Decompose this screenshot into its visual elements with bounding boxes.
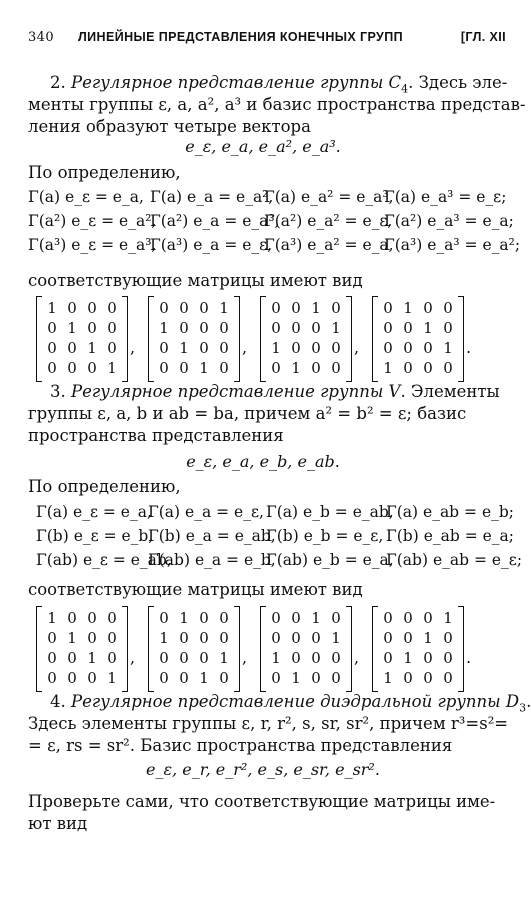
right-bracket [122, 606, 128, 692]
matrix-cell: 0 [67, 609, 77, 627]
matrix-separator: . [466, 338, 472, 357]
matrix-cell: 0 [199, 299, 209, 317]
matrix-cell: 0 [423, 299, 433, 317]
matrix-separator: , [130, 338, 136, 357]
matrix-cell: 0 [219, 359, 229, 377]
matrix-cell: 0 [199, 609, 209, 627]
paragraph-line: группы ε, a, b и ab = ba, причем a² = b² = ε; базис [28, 404, 467, 423]
matrix-cell: 0 [271, 629, 281, 647]
paragraph-line: менты группы ε, a, a², a³ и базис пространства представ- [28, 95, 526, 114]
matrix-separator: , [242, 648, 248, 667]
matrix-cell: 0 [87, 669, 97, 687]
matrix-cell: 1 [67, 319, 77, 337]
matrix-cell: 0 [159, 339, 169, 357]
matrix-cell: 1 [219, 299, 229, 317]
matrix-cell: 0 [67, 359, 77, 377]
matrix-cell: 0 [331, 669, 341, 687]
matrix-cell: 1 [291, 359, 301, 377]
matrix-cell: 1 [47, 299, 57, 317]
matrix-cell: 1 [443, 339, 453, 357]
matrix-cell: 0 [423, 649, 433, 667]
matrix-cell: 0 [179, 669, 189, 687]
matrix-cell: 0 [179, 359, 189, 377]
matrix-cell: 0 [87, 319, 97, 337]
matrix [36, 606, 128, 692]
matrix-cell: 0 [423, 339, 433, 357]
matrix-separator: , [354, 338, 360, 357]
matrix-cell: 0 [219, 609, 229, 627]
matrix-cell: 0 [87, 609, 97, 627]
by-definition: По определению, [28, 163, 181, 182]
matrix-cell: 0 [271, 319, 281, 337]
matrix-cell: 0 [159, 669, 169, 687]
matrix-cell: 0 [87, 299, 97, 317]
chapter-label: [ГЛ. XII [460, 30, 506, 44]
paragraph-line: Проверьте сами, что соответствующие матрицы име- [28, 792, 496, 811]
right-bracket [458, 606, 464, 692]
matrix-cell: 1 [87, 649, 97, 667]
matrix-cell: 0 [179, 649, 189, 667]
matrix-cell: 0 [47, 339, 57, 357]
matrix-cell: 0 [271, 359, 281, 377]
running-title: ЛИНЕЙНЫЕ ПРЕДСТАВЛЕНИЯ КОНЕЧНЫХ ГРУПП [78, 30, 404, 44]
matrix-cell: 0 [331, 359, 341, 377]
matrix-cell: 0 [107, 649, 117, 667]
matrix-cell: 0 [423, 609, 433, 627]
matrix-cell: 0 [67, 669, 77, 687]
matrix-cell: 0 [107, 339, 117, 357]
matrix-cell: 0 [383, 339, 393, 357]
matrix-row [36, 606, 476, 692]
right-bracket [122, 296, 128, 382]
matrix-cell: 0 [291, 319, 301, 337]
matrix-cell: 0 [219, 669, 229, 687]
matrix-cell: 1 [443, 609, 453, 627]
matrix-cell: 0 [67, 299, 77, 317]
matrix-cell: 0 [443, 669, 453, 687]
matrix-cell: 0 [443, 299, 453, 317]
equation-row: Γ(b) e_ε = e_b, Γ(b) e_a = e_ab, Γ(b) e_b = e_ε, Γ(b) e_ab = e_a; [36, 527, 515, 545]
matrix-cell: 0 [47, 359, 57, 377]
matrix-cell: 0 [199, 649, 209, 667]
matrix-cell: 1 [199, 669, 209, 687]
matrix-cell: 1 [159, 319, 169, 337]
matrix-cell: 1 [107, 669, 117, 687]
matrix-cell: 0 [311, 649, 321, 667]
matrix-cell: 0 [47, 669, 57, 687]
matrix-cell: 1 [423, 319, 433, 337]
matrix-cell: 0 [403, 339, 413, 357]
matrix-cell: 0 [291, 299, 301, 317]
matrix-cell: 1 [311, 299, 321, 317]
matrix-cell: 1 [291, 669, 301, 687]
matrix-cell: 0 [383, 609, 393, 627]
section2-heading: 2. Регулярное представление группы $C_4$. Здесь эле- [50, 73, 508, 96]
matrices-caption: соответствующие матрицы имеют вид [28, 580, 363, 599]
paragraph-line: ления образуют четыре вектора [28, 117, 311, 136]
matrix-grid [266, 298, 346, 378]
matrix-cell: 0 [403, 319, 413, 337]
matrix-cell: 0 [271, 299, 281, 317]
matrix-cell: 0 [403, 609, 413, 627]
right-bracket [346, 296, 352, 382]
matrix [148, 606, 240, 692]
section3-heading: 3. Регулярное представление группы V. Элементы [50, 382, 500, 401]
matrix-cell: 1 [67, 629, 77, 647]
matrix [372, 606, 464, 692]
matrix-cell: 0 [87, 359, 97, 377]
matrix-cell: 0 [107, 319, 117, 337]
basis-vectors: e_ε, e_a, e_b, e_ab. [186, 452, 340, 471]
matrix-cell: 0 [403, 669, 413, 687]
matrix-separator: , [354, 648, 360, 667]
matrix-cell: 0 [331, 609, 341, 627]
matrix [148, 296, 240, 382]
section4-heading: 4. Регулярное представление диэдральной группы $D_3$. [50, 692, 531, 715]
matrix-cell: 1 [383, 359, 393, 377]
matrix-grid [378, 608, 458, 688]
matrix-cell: 0 [331, 339, 341, 357]
matrix-cell: 0 [311, 339, 321, 357]
matrix-grid [154, 608, 234, 688]
matrix-cell: 0 [107, 299, 117, 317]
matrix-cell: 0 [107, 629, 117, 647]
matrix-cell: 0 [271, 609, 281, 627]
matrix-cell: 1 [403, 649, 413, 667]
matrix-cell: 1 [311, 609, 321, 627]
matrix-cell: 0 [311, 629, 321, 647]
matrix-cell: 0 [443, 629, 453, 647]
matrix-cell: 0 [199, 339, 209, 357]
matrix-cell: 0 [179, 299, 189, 317]
matrix-cell: 0 [47, 319, 57, 337]
equation-row: Γ(ab) e_ε = e_ab, Γ(ab) e_a = e_b, Γ(ab) e_b = e_a, Γ(ab) e_ab = e_ε; [36, 551, 523, 569]
right-bracket [234, 296, 240, 382]
matrix-cell: 1 [423, 629, 433, 647]
paragraph-line: ют вид [28, 814, 88, 833]
matrix-cell: 0 [219, 629, 229, 647]
matrix-cell: 0 [47, 649, 57, 667]
matrix-grid [42, 608, 122, 688]
matrix-cell: 0 [291, 609, 301, 627]
matrix-cell: 0 [291, 649, 301, 667]
matrix-cell: 0 [159, 359, 169, 377]
matrix-cell: 0 [107, 609, 117, 627]
matrix-cell: 1 [331, 629, 341, 647]
matrix-cell: 0 [443, 319, 453, 337]
matrix-cell: 0 [179, 629, 189, 647]
paragraph-line: пространства представления [28, 426, 284, 445]
matrices-caption: соответствующие матрицы имеют вид [28, 271, 363, 290]
matrix-cell: 0 [199, 319, 209, 337]
equation-row: Γ(a³) e_ε = e_a³, Γ(a³) e_a = e_ε, Γ(a³) e_a² = e_a, Γ(a³) e_a³ = e_a²; [28, 236, 521, 254]
matrix-grid [378, 298, 458, 378]
matrix-cell: 1 [331, 319, 341, 337]
matrix-cell: 0 [331, 649, 341, 667]
matrix-cell: 0 [159, 609, 169, 627]
matrix-cell: 1 [271, 649, 281, 667]
matrix-cell: 0 [331, 299, 341, 317]
right-bracket [458, 296, 464, 382]
matrix-cell: 0 [311, 319, 321, 337]
matrix-grid [42, 298, 122, 378]
matrix-cell: 1 [159, 629, 169, 647]
matrix-cell: 0 [219, 319, 229, 337]
basis-vectors: e_ε, e_a, e_a², e_a³. [185, 137, 341, 156]
matrix-cell: 1 [383, 669, 393, 687]
matrix-separator: , [242, 338, 248, 357]
matrix-cell: 0 [383, 299, 393, 317]
matrix-cell: 0 [423, 669, 433, 687]
matrix [260, 606, 352, 692]
equation-row: Γ(a) e_ε = e_a, Γ(a) e_a = e_ε, Γ(a) e_b = e_ab, Γ(a) e_ab = e_b; [36, 503, 515, 521]
matrix [36, 296, 128, 382]
matrix-cell: 0 [443, 359, 453, 377]
matrix-cell: 0 [403, 629, 413, 647]
matrix [260, 296, 352, 382]
matrix-separator: , [130, 648, 136, 667]
matrix-cell: 0 [443, 649, 453, 667]
matrix-cell: 0 [67, 339, 77, 357]
basis-vectors: e_ε, e_r, e_r², e_s, e_sr, e_sr². [146, 760, 380, 779]
matrix-cell: 0 [383, 629, 393, 647]
matrix-cell: 1 [199, 359, 209, 377]
matrix-cell: 1 [179, 609, 189, 627]
matrix-cell: 0 [87, 629, 97, 647]
matrix-cell: 1 [403, 299, 413, 317]
matrix-cell: 0 [159, 299, 169, 317]
matrix-cell: 1 [219, 649, 229, 667]
matrix-cell: 0 [291, 629, 301, 647]
matrix-row [36, 296, 476, 382]
matrix-cell: 1 [179, 339, 189, 357]
matrix-grid [266, 608, 346, 688]
matrix-cell: 0 [219, 339, 229, 357]
right-bracket [346, 606, 352, 692]
matrix-cell: 0 [271, 669, 281, 687]
paragraph-line: = ε, rs = sr². Базис пространства представления [28, 736, 453, 755]
matrix-cell: 0 [67, 649, 77, 667]
matrix-cell: 0 [383, 319, 393, 337]
running-header [28, 30, 506, 50]
page-number: 340 [28, 30, 55, 45]
matrix-cell: 0 [199, 629, 209, 647]
by-definition: По определению, [28, 477, 181, 496]
right-bracket [234, 606, 240, 692]
matrix-cell: 0 [311, 669, 321, 687]
matrix-cell: 0 [383, 649, 393, 667]
matrix-cell: 0 [47, 629, 57, 647]
matrix-cell: 0 [179, 319, 189, 337]
matrix-cell: 0 [291, 339, 301, 357]
matrix-cell: 0 [423, 359, 433, 377]
matrix [372, 296, 464, 382]
matrix-cell: 0 [311, 359, 321, 377]
equation-row: Γ(a) e_ε = e_a, Γ(a) e_a = e_a², Γ(a) e_a² = e_a³, Γ(a) e_a³ = e_ε; [28, 188, 507, 206]
matrix-cell: 0 [159, 649, 169, 667]
equation-row: Γ(a²) e_ε = e_a², Γ(a²) e_a = e_a³, Γ(a²) e_a² = e_ε, Γ(a²) e_a³ = e_a; [28, 212, 514, 230]
matrix-separator: . [466, 648, 472, 667]
matrix-cell: 1 [107, 359, 117, 377]
matrix-cell: 0 [403, 359, 413, 377]
paragraph-line: Здесь элементы группы ε, r, r², s, sr, sr², причем r³=s²= [28, 714, 509, 733]
matrix-cell: 1 [271, 339, 281, 357]
matrix-cell: 1 [87, 339, 97, 357]
matrix-grid [154, 298, 234, 378]
matrix-cell: 1 [47, 609, 57, 627]
